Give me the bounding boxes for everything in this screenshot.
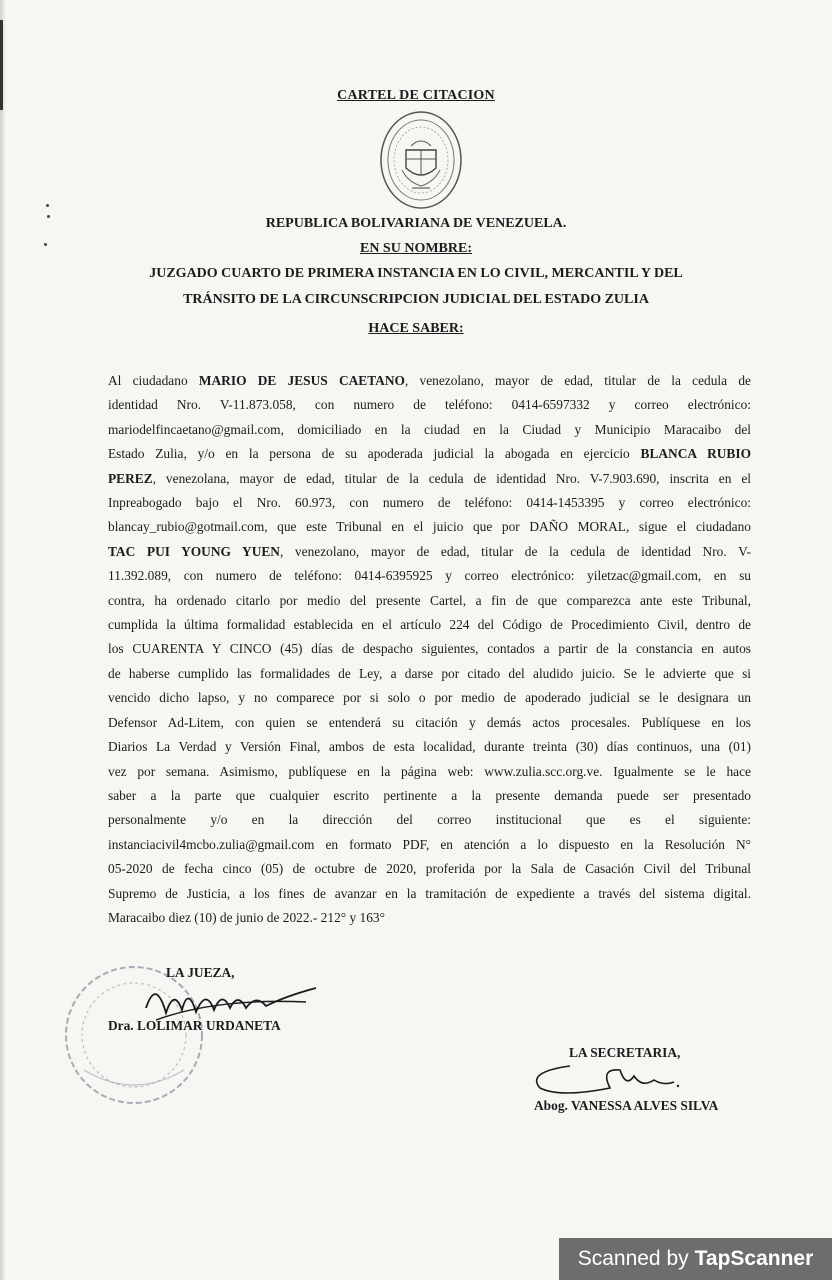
citation-body — [108, 369, 751, 930]
dust-speck — [46, 204, 49, 207]
plaintiff-name: TAC PUI YOUNG YUEN — [108, 543, 280, 559]
hace-saber-heading: HACE SABER: — [368, 321, 464, 336]
court-heading-line1: JUZGADO CUARTO DE PRIMERA INSTANCIA EN LO CIVIL, MERCANTIL Y DEL — [149, 266, 683, 281]
body-line: vencido dicho lapso, y no comparece por si solo o por medio de apoderado judicial se le designara un — [108, 690, 751, 706]
body-line: mariodelfincaetano@gmail.com, domiciliado en la ciudad en la Ciudad y Municipio Maracaibo del — [108, 421, 751, 437]
body-line: Diarios La Verdad y Versión Final, ambos de esta localidad, durante treinta (30) días continuos, una (01) — [108, 739, 751, 755]
body-line: PEREZ, venezolana, mayor de edad, titular de la cedula de identidad Nro. V-7.903.690, inscrita en el — [108, 470, 751, 486]
body-line: TAC PUI YOUNG YUEN, venezolano, mayor de edad, titular de la cedula de identidad Nro. V- — [108, 543, 751, 559]
secretary-signature-icon — [530, 1058, 690, 1100]
court-heading-line2: TRÁNSITO DE LA CIRCUNSCRIPCION JUDICIAL DEL ESTADO ZULIA — [183, 292, 649, 307]
watermark-prefix: Scanned by — [577, 1247, 689, 1270]
document-title: CARTEL DE CITACION — [337, 88, 495, 103]
scanner-watermark — [559, 1238, 832, 1280]
body-line: Inpreabogado bajo el Nro. 60.973, con numero de teléfono: 0414-1453395 y correo electrónico: — [108, 495, 751, 511]
body-line: identidad Nro. V-11.873.058, con numero de teléfono: 0414-6597332 y correo electrónico: — [108, 397, 751, 413]
body-line: blancay_rubio@gotmail.com, que este Tribunal en el juicio que por DAÑO MORAL, sigue el ciudadano — [108, 519, 751, 535]
body-line: 11.392.089, con numero de teléfono: 0414-6395925 y correo electrónico: yiletzac@gmail.com, en su — [108, 568, 751, 584]
secretary-name: Abog. VANESSA ALVES SILVA — [534, 1098, 719, 1113]
page-edge-shadow — [0, 0, 6, 1280]
body-line: Al ciudadano MARIO DE JESUS CAETANO, venezolano, mayor de edad, titular de la cedula de — [108, 373, 751, 388]
body-line: Defensor Ad-Litem, con quien se entenderá su citación y demás actos procesales. Publíquese en los — [108, 714, 751, 730]
body-line: instanciacivil4mcbo.zulia@gmail.com en formato PDF, en atención a lo dispuesto en la Resolución N° — [108, 836, 751, 852]
body-line: personalmente y/o en la dirección del correo institucional que es el siguiente: — [108, 812, 751, 828]
judge-title: LA JUEZA, — [166, 965, 235, 980]
attorney-name: BLANCA RUBIO — [640, 446, 751, 462]
attorney-surname: PEREZ — [108, 470, 153, 486]
court-seal-icon — [378, 108, 464, 212]
body-line: los CUARENTA Y CINCO (45) días de despacho siguientes, contados a partir de la constancia en autos — [108, 641, 751, 657]
body-line: cumplida la última formalidad establecida en el artículo 224 del Código de Procedimiento Civil, dentro de — [108, 617, 751, 633]
body-line: contra, ha ordenado citarlo por medio del presente Cartel, a fin de que comparezca ante este Tribunal, — [108, 592, 751, 608]
body-line: Estado Zulia, y/o en la persona de su apoderada judicial la abogada en ejercicio BLANCA RUBIO — [108, 446, 751, 462]
secretary-title: LA SECRETARIA, — [569, 1045, 681, 1060]
watermark-brand: TapScanner — [694, 1247, 814, 1270]
date-line: Maracaibo diez (10) de junio de 2022.- 212° y 163° — [108, 909, 385, 925]
republic-heading: REPUBLICA BOLIVARIANA DE VENEZUELA. — [265, 216, 567, 231]
judge-name: Dra. LOLIMAR URDANETA — [108, 1018, 281, 1033]
defendant-name: MARIO DE JESUS CAETANO — [198, 373, 405, 388]
body-line: 05-2020 de fecha cinco (05) de octubre de 2020, proferida por la Sala de Casación Civil del Tribunal — [108, 861, 751, 877]
body-line: vez por semana. Asimismo, publíquese en la página web: www.zulia.scc.org.ve. Igualmente se le hace — [108, 763, 751, 779]
body-line: saber a la parte que cualquier escrito pertinente a la presente demanda puede ser presentado — [108, 787, 751, 803]
in-name-heading: EN SU NOMBRE: — [359, 241, 472, 256]
body-line: de haberse cumplido las formalidades de Ley, a darse por citado del aludido juicio. Se le advierte que si — [108, 665, 751, 681]
body-line: Supremo de Justicia, a los fines de avanzar en la tramitación de expediente a través del sistema digital. — [108, 885, 751, 901]
